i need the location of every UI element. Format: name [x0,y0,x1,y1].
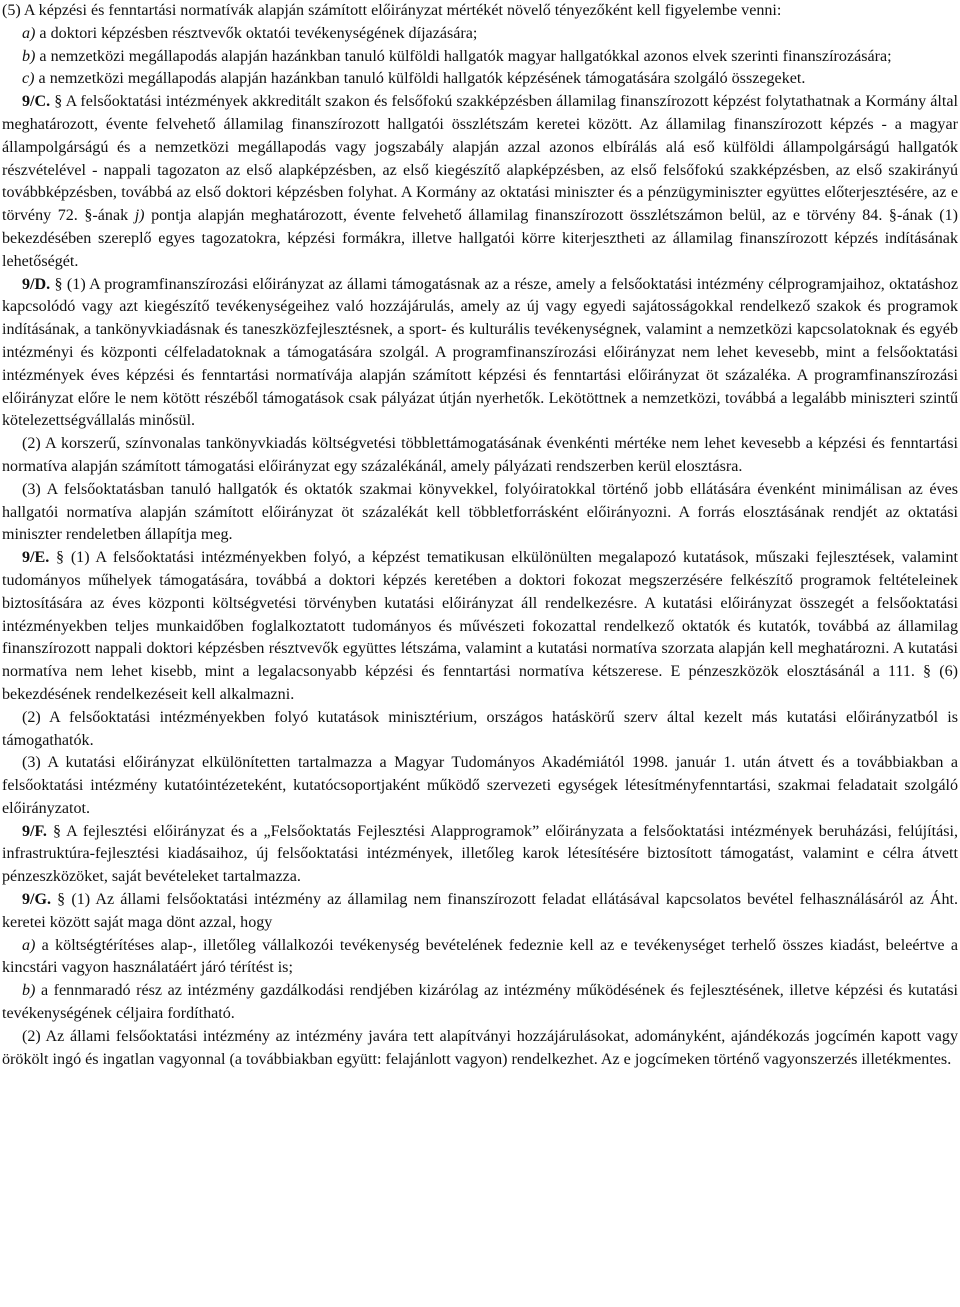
section-9g-text-b: a fennmaradó rész az intézmény gazdálkodási rendjében kizárólag az intézmény működésének és fejlesztésének, illetve képzési és kutatási tevékenységének céljaira fordítható. [2,982,958,1023]
section-9e-heading: 9/E. [22,549,50,567]
section-9e-paragraph-2 [2,707,958,753]
section-9e-text-3: (3) A kutatási előirányzat elkülönítetten tartalmazza a Magyar Tudományos Akadémiától 1998. január 1. után átvett és a továbbiakban a felsőoktatási intézmény kutatóintézeteként, kutatócsoportjaként működő szervezeti egységek létesítményfenntartási, szakmai feladatait szolgáló előirányzatot. [2,754,958,817]
section-9g-heading: 9/G. [22,891,52,909]
list-item-c [2,68,958,91]
section-9d-heading: 9/D. [22,275,51,293]
section-9c-point-j: j) [134,207,145,225]
section-9c-text-1: § A felsőoktatási intézmények akkreditált szakon és felsőfokú szakképzésben államilag finanszírozott képzést folytathatnak a Kormány által meghatározott, évente felvehető államilag finanszírozott hallgatói összlétszám keretei között. Az államilag finanszírozott képzés - a magyar állampolgárságú és a nemzetközi megállapodás vagy jogszabály alapján azzal azonos elbírálás alá eső külföldi állampolgárságú hallgatók részvételével - nappali tagozaton az első alapképzésben, az első kiegészítő alapképzésben, az első felsőfokú szakképzésben, az első szakirányú továbbképzésben, továbbá az első doktori képzésben folyhat. A Kormány az oktatási miniszter és a pénzügyminiszter együttes előterjesztésére, az e törvény 72. §-ának [2,93,958,225]
section-9g-item-a [2,935,958,981]
list-item-b [2,46,958,69]
section-9f-text: § A fejlesztési előirányzat és a „Felsőoktatás Fejlesztési Alapprogramok” előirányzata a felsőoktatási intézmények beruházási, felújítási, infrastruktúra-fejlesztési kiadásaihoz, új felsőoktatási intézmények, illetőleg karok létesítésére biztosított támogatást, valamint e célra átvett pénzeszközöket, saját bevételeket tartalmazza. [2,822,958,886]
section-9g-text-1: § (1) Az állami felsőoktatási intézmény az államilag nem finanszírozott feladat ellátásával kapcsolatos bevétel felhasználásáról az Áht. keretei között saját maga dönt azzal, hogy [2,891,958,931]
list-text-b: a nemzetközi megállapodás alapján hazánkban tanuló külföldi hallgatók magyar hallgatókkal azonos elvek szerinti finanszírozására; [35,47,892,65]
section-9g-text-2: (2) Az állami felsőoktatási intézmény az intézmény javára tett alapítványi hozzájárulásokat, adományként, ajándékozás jogcímén kapott vagy örökölt ingó és ingatlan vagyonnal (a továbbiakban együtt: felajánlott vagyon) rendelkezhet. Az e jogcímeken történő vagyonszerzés illetékmentes. [2,1027,958,1068]
section-9f [2,821,958,889]
section-9d-text-3: (3) A felsőoktatásban tanuló hallgatók és oktatók szakmai könyvekkel, folyóiratokkal történő jobb ellátására évenként minimálisan az éves hallgatói normatíva alapján számított előirányzat öt százalékát kell többletforrásként előirányozni. A forrás elosztásának rendjét az oktatási miniszter rendeletben állapítja meg. [2,480,958,544]
list-label-a: a) [22,24,36,42]
section-9e-paragraph-3 [2,752,958,820]
section-9c-text-2: pontja alapján meghatározott, évente felvehető államilag finanszírozott összlétszámon belül, az e törvény 84. §-ának (1) bekezdésében szereplő egyes tagozatokra, képzési formákra, illetve hallgatói körre kiterjesztheti az államilag finanszírozott képzés indításának lehetőségét. [2,207,959,270]
section-9e-text-2: (2) A felsőoktatási intézményekben folyó kutatások minisztérium, országos hatáskörű szerv által kezelt más kutatási előirányzatból is támogathatók. [2,708,958,749]
paragraph-5-intro [2,0,958,23]
section-9d-paragraph-2 [2,433,958,479]
section-9c-heading: 9/C. [22,93,51,111]
section-9d-paragraph-3 [2,479,958,547]
section-9d-paragraph-1 [2,274,958,434]
section-9g-text-a: a költségtérítéses alap-, illetőleg vállalkozói tevékenység bevételének fedeznie kell az e tevékenységet terhelő összes kiadást, beleértve a kincstári vagyon használatáért járó térítést is; [2,936,958,977]
section-9g-paragraph-2 [2,1026,958,1072]
list-text-c: a nemzetközi megállapodás alapján hazánkban tanuló külföldi hallgatók képzésének támogatására szolgáló összegeket. [34,70,806,88]
paragraph-5-text: (5) A képzési és fenntartási normatívák alapján számított előirányzat mértékét növelő tényezőként kell figyelembe venni: [2,2,782,19]
section-9g-label-b: b) [22,982,36,1000]
list-item-a [2,23,958,46]
section-9e-text-1: § (1) A felsőoktatási intézményekben folyó, a képzést tematikusan elkülönülten megalapozó kutatások, műszaki fejlesztések, valamint tudományos műhelyek támogatására, továbbá a doktori képzés keretében a doktori fokozat megszerzésére felkészítő programok feltételeinek biztosítására az éves központi költségvetési törvényben kutatási előirányzat áll rendelkezésre. A kutatási előirányzat összegét a felsőoktatási intézményekben teljes munkaidőben foglalkoztatott tudományos és művészeti fokozattal rendelkező oktatók és kutatók, továbbá az államilag finanszírozott nappali doktori képzésben résztvevők együttes létszáma, valamint a kutatási normatíva szorzata alapján kell meghatározni. A kutatási normatíva nem lehet kisebb, mint a legalacsonyabb képzési és fenntartási normatíva kétszerese. E pénzeszközök elosztásánál a 111. § (6) bekezdésének rendelkezéseit kell alkalmazni. [2,549,958,703]
section-9d-text-1: § (1) A programfinanszírozási előirányzat az állami támogatásnak az a része, amely a felsőoktatási intézmény célprogramjaihoz, oktatáshoz kapcsolódó vagy azt kiegészítő tevékenységeihez való hozzájárulás, amely az új vagy egyedi sajátosságokkal rendelkező szakok és programok indításának, a tankönyvkiadásnak és taneszközfejlesztésnek, a sport- és kulturális tevékenységnek, valamint a nemzetközi kapcsolatoknak és egyéb intézményi és központi célfeladatoknak a támogatására szolgál. A programfinanszírozási előirányzat nem lehet kevesebb, mint a felsőoktatási intézmények éves képzési és fenntartási normatívája alapján számított képzési és fenntartási előirányzat öt százaléka. A programfinanszírozási előirányzat előre le nem kötött részéből támogatások csak pályázat útján nyerhetők. Lekötöttnek a nemzetközi, továbbá a legalább miniszteri szintű kötelezettségvállalás minősül. [2,275,958,430]
section-9e-paragraph-1 [2,547,958,707]
list-text-a: a doktori képzésben résztvevők oktatói tevékenységének díjazására; [35,24,478,42]
section-9f-heading: 9/F. [22,822,47,840]
section-9d-text-2: (2) A korszerű, színvonalas tankönyvkiadás költségvetési többlettámogatásának évenkénti mértéke nem lehet kevesebb a képzési és fenntartási normatíva alapján számított támogatási előirányzat egy százalékánál, amely pályázati rendszerben kerül elosztásra. [2,435,958,475]
list-label-c: c) [22,70,35,88]
section-9g-paragraph-1 [2,889,958,935]
section-9g-label-a: a) [22,936,36,954]
list-label-b: b) [22,47,36,65]
section-9c [2,91,958,273]
section-9g-item-b [2,980,958,1026]
